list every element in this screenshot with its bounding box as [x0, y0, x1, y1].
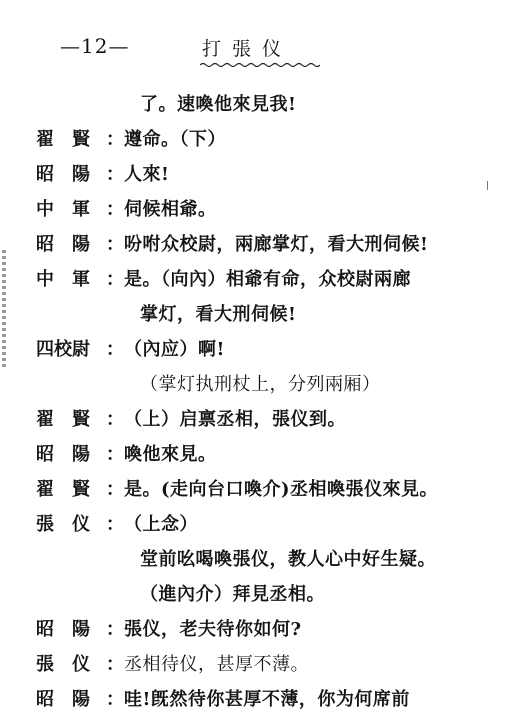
speaker-name: 翟 賢 [36, 479, 90, 500]
dialogue-text: 張仪，老夫待你如何? [124, 619, 302, 640]
script-line [0, 506, 531, 541]
page-header [60, 34, 480, 68]
speaker-name: 中 軍 [36, 199, 90, 220]
speaker-name: 昭 陽 [36, 164, 90, 185]
script-line [0, 401, 531, 436]
script-line [0, 646, 531, 681]
stage-direction: （掌灯执刑杖上，分列兩厢） [140, 374, 381, 395]
dialogue-text: 遵命。（下） [124, 129, 226, 150]
speaker-colon: ： [106, 339, 124, 360]
script-line [0, 541, 531, 576]
verse-text: 堂前吆喝喚張仪，教人心中好生疑。 [140, 549, 436, 570]
speaker-colon: ： [106, 269, 124, 290]
dialogue-text: 伺候相爺。 [124, 199, 217, 220]
speaker-name: 昭 陽 [36, 619, 90, 640]
dialogue-text: 吩咐众校尉，兩廊掌灯，看大刑伺候! [124, 234, 429, 255]
dialogue-text: 人來! [124, 164, 170, 185]
speaker-name: 昭 陽 [36, 234, 90, 255]
script-line [0, 471, 531, 506]
dialogue-text: （進內介）拜見丞相。 [140, 584, 325, 605]
running-title: 打張仪 [202, 38, 293, 60]
script-line [0, 611, 531, 646]
dialogue-text: 掌灯，看大刑伺候! [140, 304, 297, 325]
speaker-colon: ： [106, 129, 124, 150]
dialogue-text: （內应）啊! [124, 339, 225, 360]
speaker-colon: ： [106, 199, 124, 220]
binding-edge-mark [2, 250, 6, 370]
dialogue-text: 哇!旣然待你甚厚不薄，你为何席前 [124, 689, 410, 710]
script-line [0, 331, 531, 366]
speaker-name: 翟 賢 [36, 409, 90, 430]
speaker-colon: ： [106, 689, 124, 710]
running-title-wavy-underline [200, 62, 320, 68]
dialogue-text: 丞相待仪，甚厚不薄。 [124, 654, 309, 675]
speaker-name: 昭 陽 [36, 444, 90, 465]
script-line [0, 226, 531, 261]
print-speck [487, 181, 488, 190]
speaker-colon: ： [106, 619, 124, 640]
script-line [0, 681, 531, 716]
speaker-colon: ： [106, 444, 124, 465]
dialogue-text: （上）启禀丞相，張仪到。 [124, 409, 346, 430]
speaker-colon: ： [106, 409, 124, 430]
page-number: —12— [60, 34, 130, 58]
script-text [0, 86, 531, 716]
dialogue-text: （上念） [124, 514, 198, 535]
script-line [0, 261, 531, 296]
speaker-colon: ： [106, 234, 124, 255]
speaker-colon: ： [106, 654, 124, 675]
dialogue-text: 是。（向內）相爺有命，众校尉兩廊 [124, 269, 411, 290]
script-line [0, 121, 531, 156]
script-line [0, 296, 531, 331]
speaker-colon: ： [106, 479, 124, 500]
speaker-colon: ： [106, 164, 124, 185]
speaker-name: 翟 賢 [36, 129, 90, 150]
speaker-name: 張 仪 [36, 654, 90, 675]
script-line [0, 436, 531, 471]
dialogue-text: 喚他來見。 [124, 444, 217, 465]
script-line [0, 576, 531, 611]
speaker-name: 四校尉 [36, 339, 90, 360]
script-line [0, 191, 531, 226]
dialogue-text: 了。速喚他來見我! [140, 94, 297, 115]
script-line [0, 86, 531, 121]
speaker-name: 張 仪 [36, 514, 90, 535]
script-line [0, 156, 531, 191]
dialogue-text: 是。(走向台口喚介)丞相喚張仪來見。 [124, 479, 439, 500]
speaker-name: 中 軍 [36, 269, 90, 290]
speaker-name: 昭 陽 [36, 689, 90, 710]
script-line [0, 366, 531, 401]
speaker-colon: ： [106, 514, 124, 535]
